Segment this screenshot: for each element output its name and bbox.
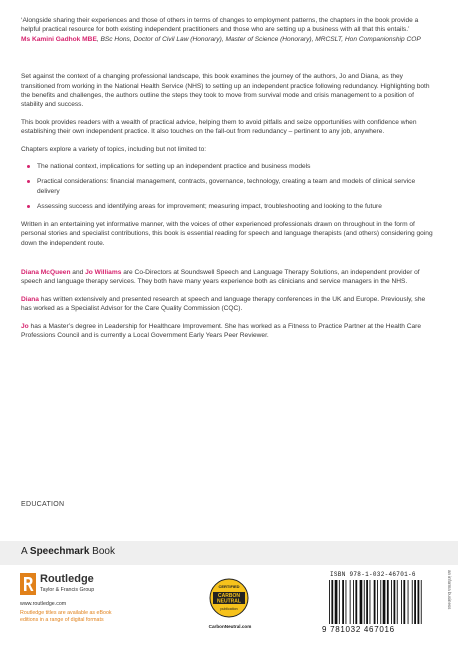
barcode-bar [329, 580, 330, 624]
bio-joint [21, 268, 436, 287]
barcode-bar [360, 580, 363, 624]
bio-diana [21, 295, 436, 314]
bio-name-jo-full: Jo Williams [85, 268, 122, 276]
barcode-bar [370, 580, 371, 624]
barcode-bar [387, 580, 389, 624]
barcode-digits: 9 781032 467016 [322, 625, 395, 634]
author-bios [21, 268, 436, 340]
barcode-bar [335, 580, 338, 624]
carbon-badge-bottom: publication [220, 607, 238, 611]
barcode-bar [366, 580, 368, 624]
ebook-note: Routledge titles are available as eBook editions in a range of digital formats [20, 610, 112, 623]
barcode-bar [394, 580, 396, 624]
barcode-icon [328, 580, 428, 626]
topic-item: Assessing success and identifying areas for improvement; measuring impact, troubleshooting and looking to the future [37, 202, 436, 211]
bio-and: and [70, 268, 86, 276]
barcode-bar [350, 580, 351, 624]
barcode-bar [397, 580, 398, 624]
barcode-bar [374, 580, 376, 624]
chapters-intro: Chapters explore a variety of topics, including but not limited to: [21, 145, 207, 153]
imprint-bar [0, 541, 458, 565]
barcode-bar [401, 580, 402, 624]
barcode-bar [403, 580, 405, 624]
carbon-badge-main2: NEUTRAL [217, 598, 241, 605]
barcode-bar [364, 580, 365, 624]
publisher-name: Routledge [40, 573, 94, 585]
imprint-suffix: Book [89, 546, 115, 557]
quote-attribution [21, 35, 436, 44]
description-paragraph-3: Written in an entertaining yet informative manner, with the voices of other experienced professionals drawn on throughout in the form of personal stories and specialist contributions, this book is essential reading for speech and language therapists (and others) considering going down the independent route. [21, 220, 433, 247]
barcode-bar [414, 580, 416, 624]
publisher-footer [0, 566, 458, 648]
bio-joint-text: are Co-Directors at Soundswell Speech and Language Therapy Solutions, an independent provider of speech and language therapy services. They both have many years experience both as clinicians and service managers in the NHS. [21, 268, 420, 286]
barcode-bar [342, 580, 344, 624]
barcode-bar [418, 580, 420, 624]
barcode-bar [331, 580, 333, 624]
carbon-badge-top: CERTIFIED [218, 584, 240, 589]
description-paragraph-2: This book provides readers with a wealth of practical advice, helping them to avoid pitfalls and seize opportunities with confidence when establishing their own independent practice. It also touches on the fall-out from redundancy – pertinent to any job, anywhere. [21, 118, 417, 136]
barcode-bar [383, 580, 386, 624]
topics-list [21, 162, 436, 212]
imprint-prefix: A [21, 546, 30, 557]
barcode-bar [421, 580, 422, 624]
bio-jo [21, 322, 436, 341]
barcode-bar [355, 580, 357, 624]
publisher-website: www.routledge.com [20, 601, 67, 607]
isbn-label: ISBN 978-1-032-46701-6 [330, 571, 416, 578]
imprint-brand: Speechmark [29, 546, 90, 557]
barcode-bar [412, 580, 413, 624]
carbon-neutral-badge-icon [209, 578, 249, 618]
barcode-bar [353, 580, 354, 624]
bio-name-jo: Jo [21, 322, 29, 330]
routledge-logo-icon [20, 573, 36, 595]
cover-text [21, 16, 436, 348]
quote-text: ‘Alongside sharing their experiences and those of others in terms of changes to employment patterns, the chapters in the book provide a helpful practical resource for both existing independent practitioners and those who are setting up a business with all that this entails.’ [21, 17, 419, 34]
description-paragraph-1: Set against the context of a changing professional landscape, this book examines the journey of the authors, Jo and Diana, as they transitioned from working in the National Health Service (NHS) to setting up an independent practice following redundancy. Highlighting both the benefits and challenges, the authors outline the steps they took to move from survival mode and crisis management to a position of stability and success. [21, 73, 430, 109]
bio-name-diana: Diana [21, 295, 39, 303]
bio-name-diana-full: Diana McQueen [21, 268, 71, 276]
carbon-badge-main1: CARBON [218, 593, 240, 600]
informa-vertical-text: an informa business [447, 570, 452, 610]
publisher-group: Taylor & Francis Group [40, 587, 95, 593]
topic-item: The national context, implications for setting up an independent practice and business models [37, 162, 436, 171]
endorsement-quote [21, 16, 436, 44]
subject-category: EDUCATION [21, 501, 65, 508]
barcode-bar [377, 580, 378, 624]
quote-author-credentials: , BSc Hons, Doctor of Civil Law (Honorary), Master of Science (Honorary), MRCSLT, Hon Companionship COP [96, 35, 421, 43]
bio-jo-text: has a Master’s degree in Leadership for Healthcare Improvement. She has worked as a Fitness to Practice Partner at the Health Care Professions Council and is currently a Local Government Early Years Peer Reviewer. [21, 322, 421, 339]
barcode-bar [380, 580, 381, 624]
barcode-bar [346, 580, 347, 624]
topic-item: Practical considerations: financial management, contracts, governance, technology, creating a team and models of clinical service delivery [37, 177, 436, 196]
carbon-neutral-url: CarbonNeutral.com [208, 624, 252, 629]
barcode-bar [408, 580, 409, 624]
bio-diana-text: has written extensively and presented research at speech and language therapy conferences in the UK and Europe. Previously, she has worked as a Specialist Advisor for the Care Quality Commission (CQC). [21, 295, 426, 313]
imprint-text [21, 546, 115, 557]
barcode-bar [339, 580, 340, 624]
quote-author-name: Ms Kamini Gadhok MBE [21, 35, 97, 43]
barcode-bar [391, 580, 392, 624]
